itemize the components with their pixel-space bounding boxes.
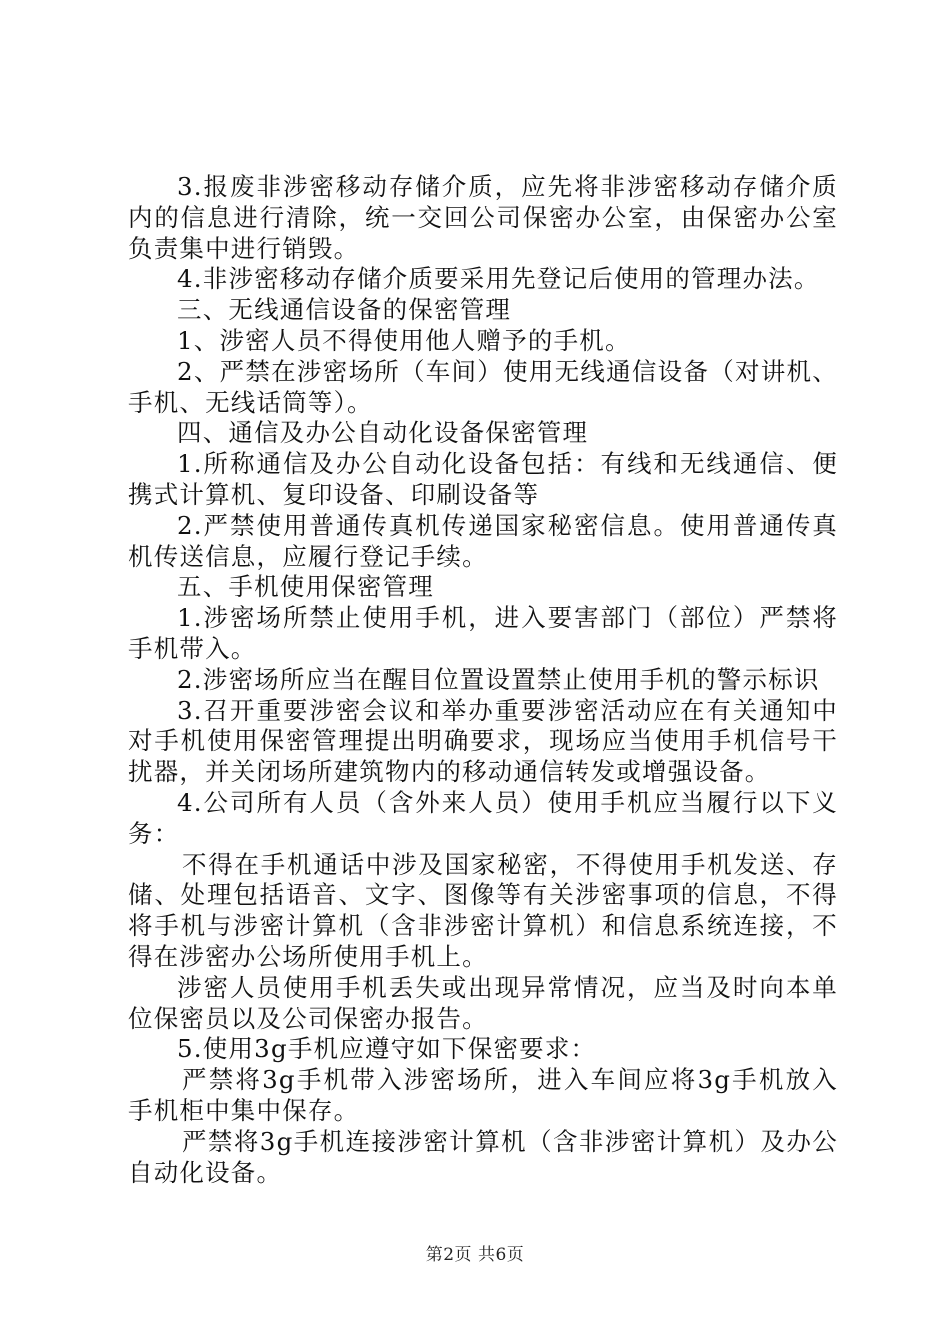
paragraph: 3.召开重要涉密会议和举办重要涉密活动应在有关通知中对手机使用保密管理提出明确要求，现场应当使用手机信号干扰器，并关闭场所建筑物内的移动通信转发或增强设备。 xyxy=(128,695,838,787)
page-number-footer: 第2页 共6页 xyxy=(425,1245,525,1265)
paragraph: 3.报废非涉密移动存储介质，应先将非涉密移动存储介质内的信息进行清除，统一交回公司保密办公室，由保密办公室负责集中进行销毁。 xyxy=(128,172,838,263)
paragraph: 严禁将3g手机连接涉密计算机（含非涉密计算机）及办公自动化设备。 xyxy=(128,1126,838,1187)
paragraph: 5.使用3g手机应遵守如下保密要求： xyxy=(177,1034,597,1064)
paragraph: 4.公司所有人员（含外来人员）使用手机应当履行以下义务： xyxy=(128,787,838,848)
section-heading: 三、无线通信设备的保密管理 xyxy=(177,295,512,325)
paragraph: 涉密人员使用手机丢失或出现异常情况，应当及时向本单位保密员以及公司保密办报告。 xyxy=(128,972,838,1033)
section-heading: 五、手机使用保密管理 xyxy=(177,572,434,602)
paragraph: 2.涉密场所应当在醒目位置设置禁止使用手机的警示标识 xyxy=(177,664,820,694)
paragraph: 2、严禁在涉密场所（车间）使用无线通信设备（对讲机、手机、无线话筒等）。 xyxy=(128,356,838,417)
document-body xyxy=(128,172,838,1188)
paragraph: 1.所称通信及办公自动化设备包括：有线和无线通信、便携式计算机、复印设备、印刷设备等 xyxy=(128,449,838,509)
paragraph: 2.严禁使用普通传真机传递国家秘密信息。使用普通传真机传送信息，应履行登记手续。 xyxy=(128,510,838,571)
paragraph: 严禁将3g手机带入涉密场所，进入车间应将3g手机放入手机柜中集中保存。 xyxy=(128,1065,838,1125)
paragraph: 4.非涉密移动存储介质要采用先登记后使用的管理办法。 xyxy=(177,264,820,294)
paragraph: 1.涉密场所禁止使用手机，进入要害部门（部位）严禁将手机带入。 xyxy=(128,603,838,663)
section-heading: 四、通信及办公自动化设备保密管理 xyxy=(177,418,589,448)
paragraph: 不得在手机通话中涉及国家秘密，不得使用手机发送、存储、处理包括语音、文字、图像等有关涉密事项的信息，不得将手机与涉密计算机（含非涉密计算机）和信息系统连接，不得在涉密办公场所使用手机上。 xyxy=(128,849,838,971)
paragraph: 1、涉密人员不得使用他人赠予的手机。 xyxy=(177,325,631,355)
